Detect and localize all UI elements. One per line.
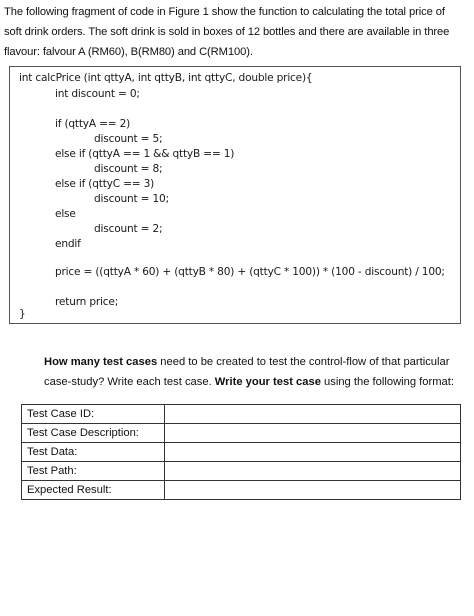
question-line-1 — [44, 352, 464, 372]
code-line: discount = 8; — [94, 163, 163, 175]
table-row — [22, 462, 461, 481]
table-row — [22, 481, 461, 500]
code-line: else if (qttyC == 3) — [55, 178, 155, 190]
code-figure-box — [9, 66, 461, 324]
code-line: return price; — [55, 296, 119, 308]
question-text: using the following format: — [320, 376, 454, 388]
code-line: discount = 10; — [94, 193, 169, 205]
intro-line-2: soft drink orders. The soft drink is sold in boxes of 12 bottles and there are available in three — [4, 26, 450, 38]
question-bold-lead: How many test cases — [44, 356, 158, 368]
intro-paragraph — [4, 2, 470, 62]
test-case-table — [21, 404, 461, 500]
table-row — [22, 443, 461, 462]
code-line: int discount = 0; — [55, 88, 140, 100]
code-line: discount = 5; — [94, 133, 163, 145]
table-label-cell: Test Case ID: — [22, 405, 165, 424]
code-line: } — [19, 308, 26, 320]
table-value-cell[interactable] — [165, 443, 461, 462]
intro-line-1: The following fragment of code in Figure 1 show the function to calculating the total price of — [4, 6, 445, 18]
question-line-2 — [44, 372, 464, 392]
table-row — [22, 424, 461, 443]
question-text: need to be created to test the control-flow of that particular — [157, 356, 450, 368]
question-text: case-study? Write each test case. — [44, 376, 215, 388]
table-label-cell: Test Data: — [22, 443, 165, 462]
table-value-cell[interactable] — [165, 424, 461, 443]
question-bold-instruction: Write your test case — [214, 376, 321, 388]
table-label-cell: Expected Result: — [22, 481, 165, 500]
table-label-cell: Test Case Description: — [22, 424, 165, 443]
table-row — [22, 405, 461, 424]
code-line: else if (qttyA == 1 && qttyB == 1) — [55, 148, 235, 160]
question-paragraph — [44, 352, 464, 392]
code-line: price = ((qttyA * 60) + (qttyB * 80) + (qttyC * 100)) * (100 - discount) / 100; — [55, 266, 445, 278]
table-value-cell[interactable] — [165, 462, 461, 481]
code-line: else — [55, 208, 76, 220]
code-line: if (qttyA == 2) — [55, 118, 131, 130]
table-value-cell[interactable] — [165, 405, 461, 424]
intro-line-3: flavour: falvour A (RM60), B(RM80) and C(RM100). — [4, 46, 253, 58]
code-line: discount = 2; — [94, 223, 163, 235]
code-line: endif — [55, 238, 81, 250]
table-label-cell: Test Path: — [22, 462, 165, 481]
table-value-cell[interactable] — [165, 481, 461, 500]
code-line: int calcPrice (int qttyA, int qttyB, int qttyC, double price){ — [19, 72, 313, 84]
